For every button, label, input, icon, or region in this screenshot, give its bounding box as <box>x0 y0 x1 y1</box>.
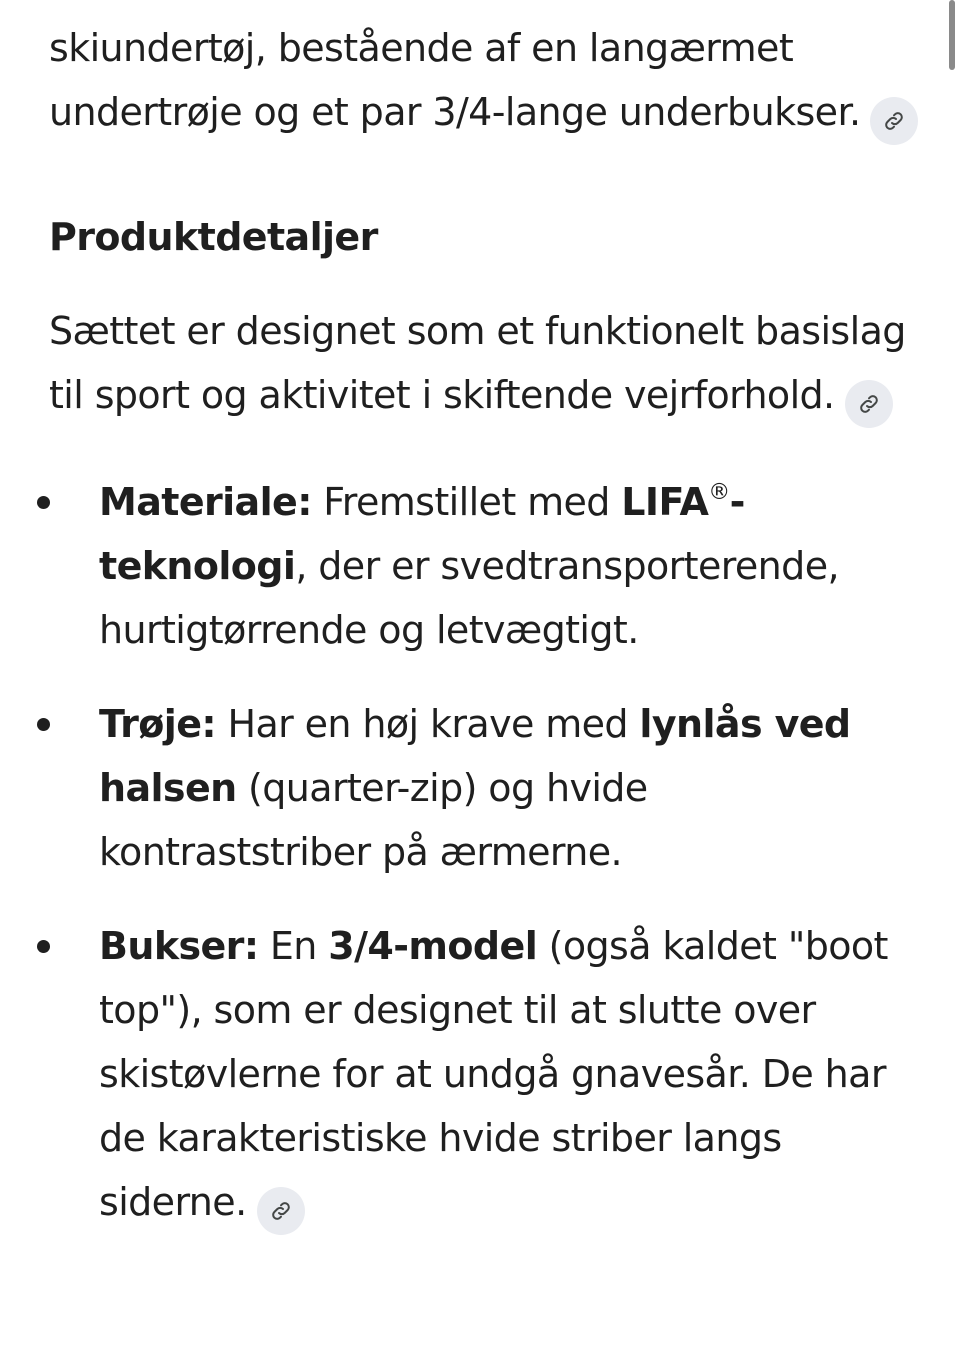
intro-paragraph <box>49 16 929 145</box>
source-link-button[interactable] <box>845 380 893 428</box>
link-icon <box>269 1199 293 1223</box>
bullet-text: Fremstillet med <box>311 480 622 524</box>
source-link-button[interactable] <box>257 1187 305 1235</box>
bullet-label: Trøje: <box>99 702 216 746</box>
bullet-text: , der er svedtransporterende, hurtigtørrende og letvægtigt. <box>99 544 839 652</box>
bullet-dot <box>37 940 50 953</box>
bullet-text: (quarter-zip) og hvide kontraststriber på ærmerne. <box>99 766 648 874</box>
bullet-bold-text: -teknologi <box>99 480 745 588</box>
section-description <box>49 299 929 428</box>
section-heading: Produktdetaljer <box>49 215 378 259</box>
bullet-dot <box>37 496 50 509</box>
link-icon <box>882 109 906 133</box>
bullet-bold-text: LIFA <box>621 480 709 524</box>
bullet-dot <box>37 718 50 731</box>
response-content <box>49 16 929 1235</box>
registered-mark: ® <box>708 480 730 505</box>
source-link-button[interactable] <box>870 97 918 145</box>
description-text: Sættet er designet som et funktionelt basislag til sport og aktivitet i skiftende vejrforhold. <box>49 309 906 417</box>
intro-text: skiundertøj, bestående af en langærmet undertrøje og et par 3/4-lange underbukser. <box>49 26 861 134</box>
product-details-list <box>49 470 929 1235</box>
link-icon <box>857 392 881 416</box>
bullet-bold-text: 3/4-model <box>328 924 538 968</box>
bullet-label: Bukser: <box>99 924 259 968</box>
bullet-label: Materiale: <box>99 480 312 524</box>
bullet-text: En <box>258 924 329 968</box>
list-item <box>49 914 929 1235</box>
bullet-bold-text: lynlås ved halsen <box>99 702 851 810</box>
bullet-text: Har en høj krave med <box>216 702 640 746</box>
bullet-text: (også kaldet "boot top"), som er designet til at slutte over skistøvlerne for at undgå gnavesår. De har de karakteristiske hvide striber langs siderne. <box>99 924 888 1224</box>
scrollbar[interactable] <box>949 0 955 70</box>
list-item <box>49 692 929 884</box>
list-item <box>49 470 929 662</box>
